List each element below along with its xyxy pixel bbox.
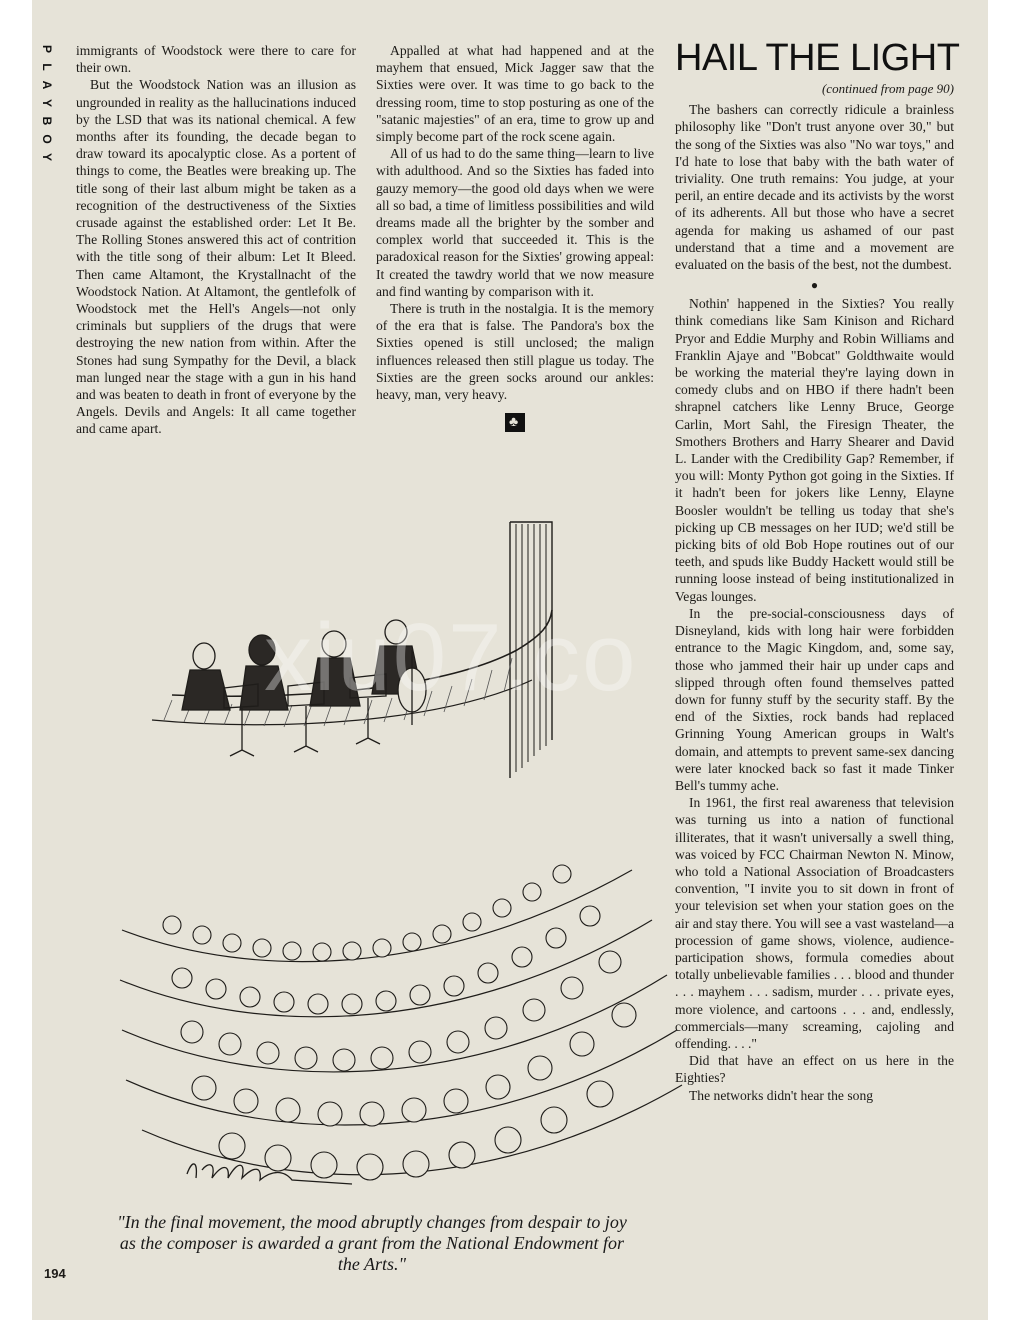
paragraph: All of us had to do the same thing—learn to live with adulthood. And so the Sixties has faded into gauzy memory—the good old days when we were all so bad, a time of limitless possibilities and wild dreams made all the brighter by the somber and complex world that succeeded it. This is the paradoxical reason for the Sixties' growing appeal: It created the tawdry world that we now measure and find wanting by comparison with it. (376, 146, 654, 299)
article-column-middle (376, 42, 654, 432)
paragraph: But the Woodstock Nation was an illusion as ungrounded in reality as the hallucinations induced by the LSD that was its national chemical. A few months after its founding, the decade began to draw toward its apocalyptic close. As a portent of things to come, the Beatles were breaking up. The title song of their last album might be taken as a recognition of the destructiveness of the Sixties crusade against the established order: Let It Be. The Rolling Stones answered this act of contrition with the title song of their album: Let It Bleed. Then came Altamont, the Krystallnacht of the Woodstock Nation. At Altamont, the gentlefolk of Woodstock met the Hell's Angels—not only criminals but suppliers of the drugs that were destroying the new nation from within. After the Stones had sung Sympathy for the Devil, a black man lunged near the stage with a gun in his hand and was beaten to death in front of everyone by the Angels. Devils and Angels: It all came together and came apart. (76, 77, 356, 437)
paragraph: In 1961, the first real awareness that television was turning us into a nation of functional illiterates, that it wasn't universally a swell thing, was voiced by FCC Chairman Newton N. Minow, who told a National Association of Broadcasters convention, "I invite you to sit down in front of your television set when your station goes on the air and stay there. You will see a vast wasteland—a procession of game shows, violence, audience-participation shows, formula comedies about totally unbelievable families . . . blood and thunder . . . mayhem . . . sadism, murder . . . private eyes, more violence, and cartoons . . . and, endlessly, commercials—many screaming, cajoling and offending. . . ." (675, 795, 954, 1051)
magazine-page (32, 0, 988, 1320)
side-label-letter: B (40, 116, 54, 126)
continued-from-note: (continued from page 90) (821, 81, 954, 96)
watermark: xiu07.co (264, 604, 638, 711)
article-column-right (675, 37, 960, 1104)
concert-hall-cartoon (112, 510, 692, 1210)
magazine-side-label (40, 40, 54, 166)
side-label-letter: Y (40, 152, 54, 161)
side-label-letter: Y (40, 98, 54, 107)
paragraph: Appalled at what had happened and at the mayhem that ensued, Mick Jagger saw that the Sixties were over. It was time to go back to the dressing room, time to stop posturing as one of the "satanic majesties" of an era, time to grow up and simply become part of the rock scene again. (376, 43, 654, 145)
rabbit-head-end-mark-icon (505, 413, 525, 432)
side-label-letter: P (40, 44, 54, 53)
paragraph: Did that have an effect on us here in the Eighties? (675, 1053, 954, 1086)
paragraph: There is truth in the nostalgia. It is the memory of the era that is false. The Pandora's box the Sixties opened is still unclosed; the malign influences released then still plague us today. The Sixties are the green socks around our ankles: heavy, man, very heavy. (376, 301, 654, 403)
page-number: 194 (44, 1266, 66, 1281)
paragraph: Nothin' happened in the Sixties? You really think comedians like Sam Kinison and Richard Pryor and Eddie Murphy and Robin Williams and Franklin Ajaye and "Bobcat" Goldthwaite would be working the material they're laying down in comedy clubs and on HBO if there hadn't been shrapnel catchers like Lenny Bruce, George Carlin, Mort Sahl, the Firesign Theater, the Smothers Brothers and Harry Shearer and David L. Lander with the Credibility Gap? Remember, if you will: Monty Python got going in the Sixties. If it hadn't been for jokers like Lenny, Elayne Boosler wouldn't be telling us today that she's picking up CB messages on her IUD; we'd still be picking bits of old Bob Hope routines out of our teeth, and spuds like Buddy Hackett would still be running loose instead of being institutionalized in Vegas lounges. (675, 296, 954, 604)
section-bullet-icon: ● (810, 278, 819, 293)
paragraph: The networks didn't hear the song (689, 1087, 874, 1103)
side-label-letter: O (40, 134, 54, 144)
side-label-letter: A (40, 80, 54, 90)
paragraph: The bashers can correctly ridicule a brainless philosophy like "Don't trust anyone over 30," but the song of the Sixties was also "No war toys," and I'd hate to lose that baby with the bath water of triviality. One truth remains: You judge, at your peril, an entire decade and its activists by the worst of its adherents. All but those who have a secret agenda for making us ashamed of our past understand that a time and a movement are evaluated on the basis of the best, not the dumbest. (675, 102, 954, 273)
article-column-left (76, 42, 356, 438)
paragraph: In the pre-social-consciousness days of Disneyland, kids with long hair were forbidden entrance to the Magic Kingdom, and, some say, those who jammed their hair up under caps and slipped through often found themselves patted down for funny stuff by the security staff. By the end of the Sixties, rock bands had replaced Grinning Young American groups in Walt's domain, and attempts to prevent same-sex dancing were later knocked back so fast it made Tinker Bell's tummy ache. (675, 605, 954, 793)
cartoon-caption: "In the final movement, the mood abruptly changes from despair to joy as the composer is awarded a grant from the National Endowment for the Arts." (117, 1212, 627, 1274)
paragraph: immigrants of Woodstock were there to care for their own. (76, 43, 356, 76)
side-label-letter: L (40, 63, 54, 71)
article-title: HAIL THE LIGHT (675, 37, 960, 79)
